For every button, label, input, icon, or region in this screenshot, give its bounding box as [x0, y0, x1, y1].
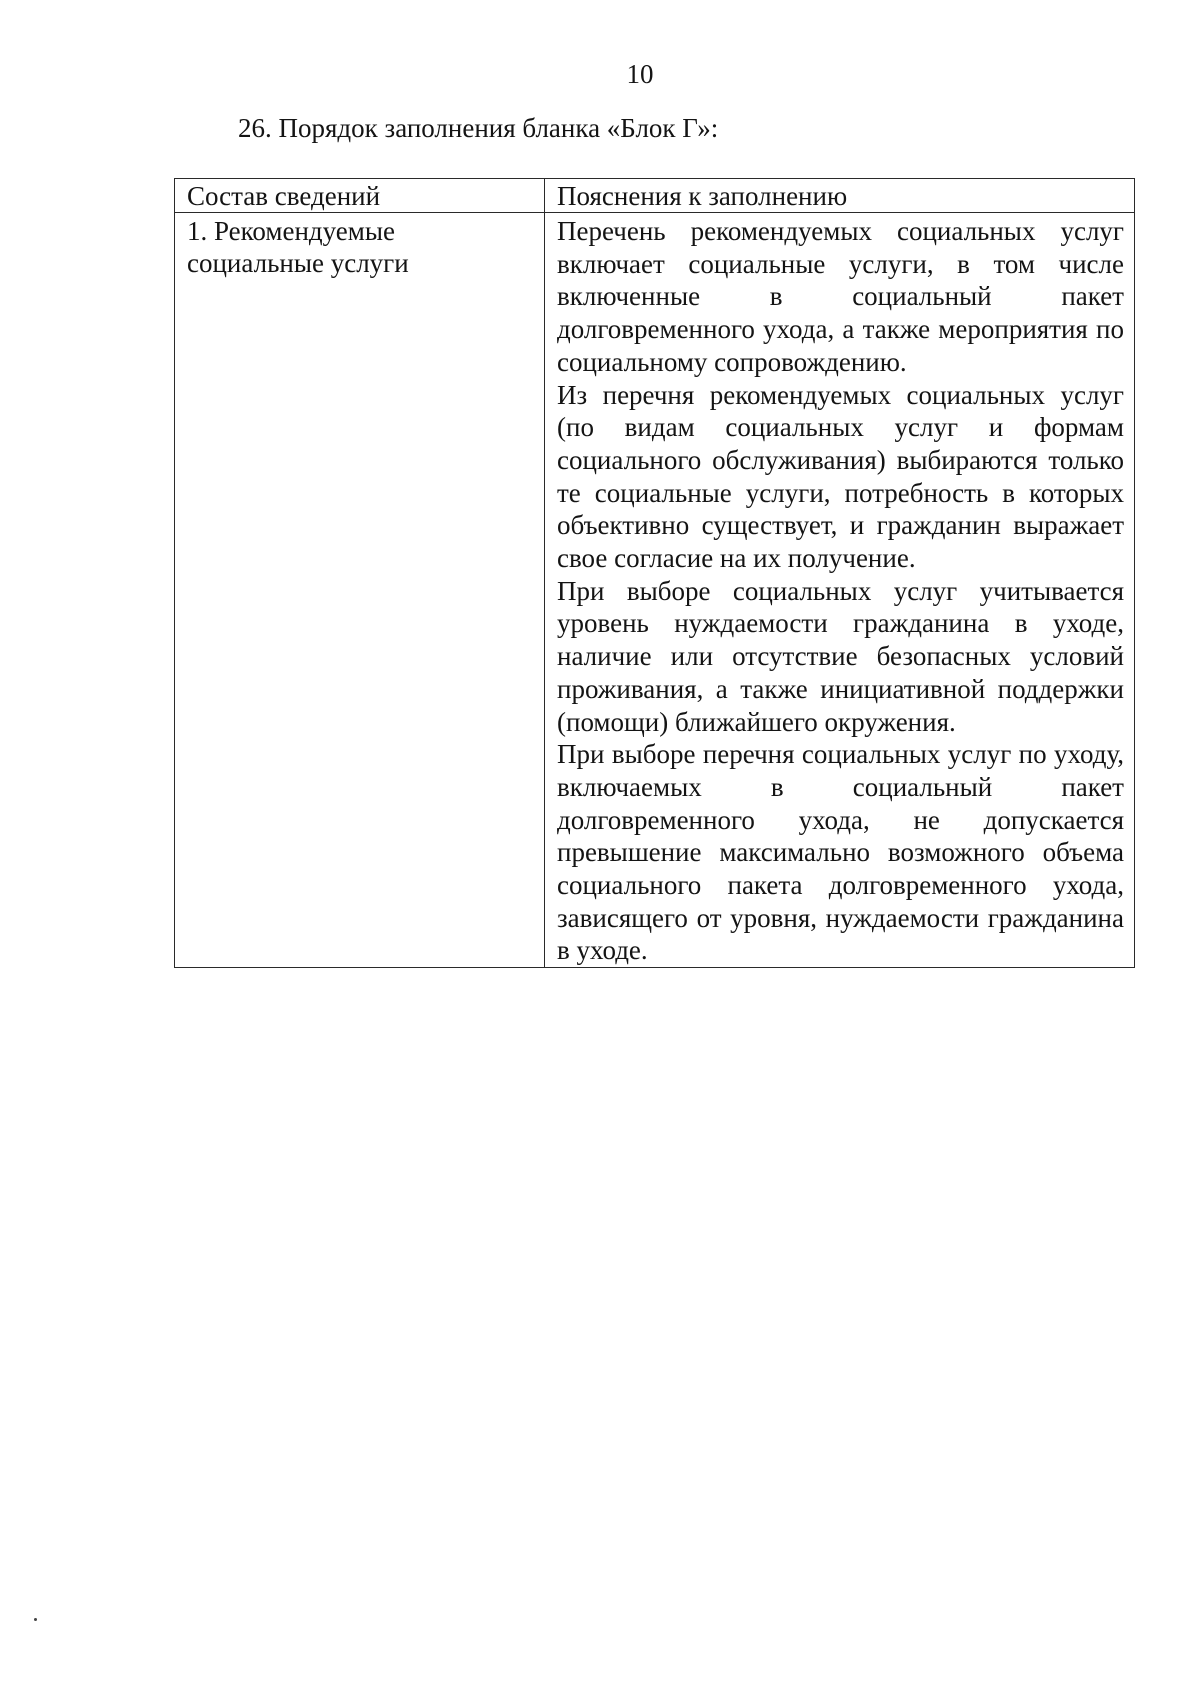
block-g-table: [174, 178, 1135, 968]
table-header-row: [175, 179, 1135, 213]
column-header-composition: Состав сведений: [175, 179, 545, 213]
page-number: 10: [626, 59, 654, 89]
column-header-explanation: Пояснения к заполнению: [545, 179, 1135, 213]
cell-explanation: [545, 213, 1135, 968]
explanation-paragraph: При выборе социальных услуг учитывается уровень нуждаемости гражданина в уходе, наличие или отсутствие безопасных условий проживания, а также инициативной поддержки (помощи) ближайшего окружения.: [557, 575, 1124, 737]
section-heading: 26. Порядок заполнения бланка «Блок Г»:: [238, 113, 719, 143]
table-row: [175, 213, 1135, 968]
cell-item-name: 1. Рекомендуемые социальные услуги: [175, 213, 545, 968]
explanation-paragraph: При выборе перечня социальных услуг по уходу, включаемых в социальный пакет долговременного ухода, не допускается превышение максимально возможного объема социального пакета долговременного ухода, зависящего от уровня, нуждаемости гражданина в уходе.: [557, 739, 1124, 966]
explanation-paragraph: Из перечня рекомендуемых социальных услуг (по видам социальных услуг и формам социального обслуживания) выбираются только те социальные услуги, потребность в которых объективно существует, и гражданин выражает свое согласие на их получение.: [557, 379, 1124, 574]
explanation-paragraph: Перечень рекомендуемых социальных услуг включает социальные услуги, в том числе включенные в социальный пакет долговременного ухода, а также мероприятия по социальному сопровождению.: [557, 216, 1124, 377]
scan-speck: [34, 1618, 37, 1621]
